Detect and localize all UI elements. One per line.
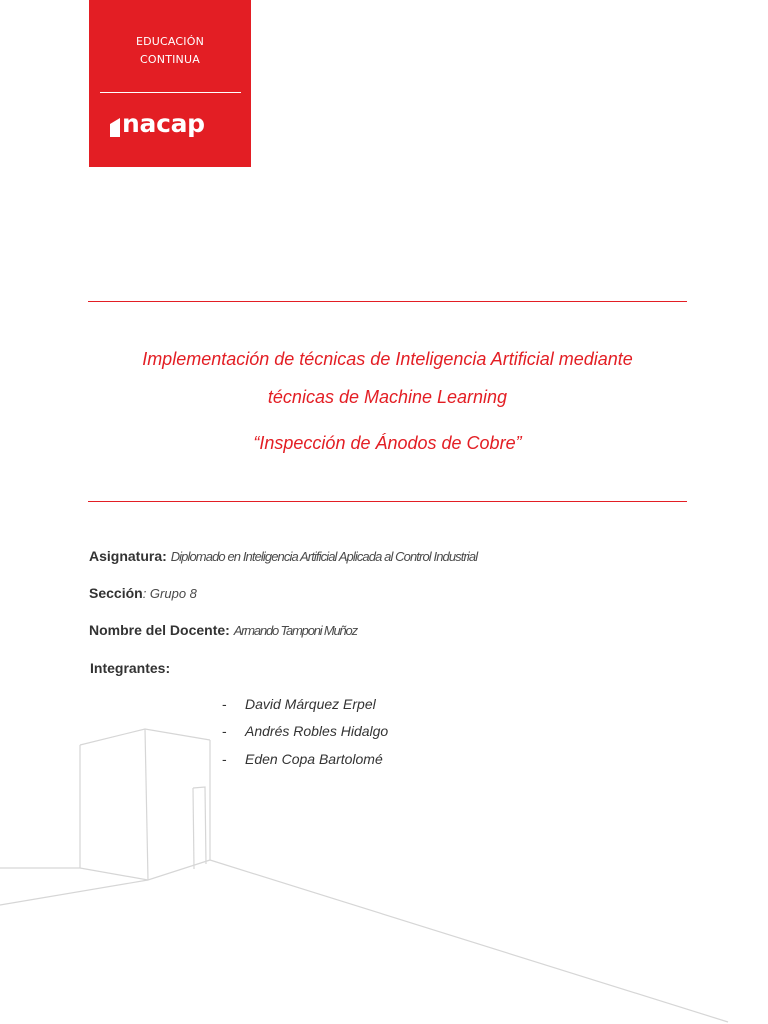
- title-line-1: Implementación de técnicas de Inteligencia Artificial mediante: [142, 349, 633, 369]
- logo-tagline-line2: CONTINUA: [140, 53, 200, 66]
- logo-divider: [100, 92, 241, 93]
- inacap-logo: [89, 0, 251, 167]
- logo-wordmark-text: nacap: [122, 109, 205, 138]
- member-name: David Márquez Erpel: [245, 696, 376, 712]
- docente-value: Armando Tamponi Muñoz: [233, 623, 357, 638]
- logo-wordmark: [110, 110, 205, 138]
- docente-field: [89, 622, 357, 638]
- list-item: [222, 696, 376, 712]
- logo-mark-icon: [110, 115, 120, 134]
- list-item: [222, 723, 388, 739]
- integrantes-label: Integrantes:: [90, 660, 171, 676]
- asignatura-value: Diplomado en Inteligencia Artificial Aplicada al Control Industrial: [170, 549, 478, 564]
- seccion-label: Sección: [89, 585, 143, 601]
- member-name: Eden Copa Bartolomé: [245, 751, 383, 767]
- list-item: [222, 751, 383, 767]
- seccion-value: : Grupo 8: [142, 586, 197, 601]
- integrantes-field: [90, 660, 170, 676]
- title-line-2: técnicas de Machine Learning: [267, 387, 508, 407]
- list-bullet: -: [222, 723, 227, 739]
- logo-tagline: [89, 33, 251, 69]
- title-bottom-rule: [88, 501, 687, 502]
- list-bullet: -: [222, 751, 227, 767]
- document-subtitle: “Inspección de Ánodos de Cobre”: [253, 433, 522, 453]
- logo-tagline-line1: EDUCACIÓN: [135, 35, 205, 48]
- title-top-rule: [88, 301, 687, 302]
- list-bullet: -: [222, 696, 227, 712]
- member-name: Andrés Robles Hidalgo: [245, 723, 389, 739]
- asignatura-label: Asignatura:: [89, 548, 167, 564]
- asignatura-field: [89, 548, 477, 564]
- seccion-field: [89, 585, 197, 601]
- docente-label: Nombre del Docente:: [89, 622, 230, 638]
